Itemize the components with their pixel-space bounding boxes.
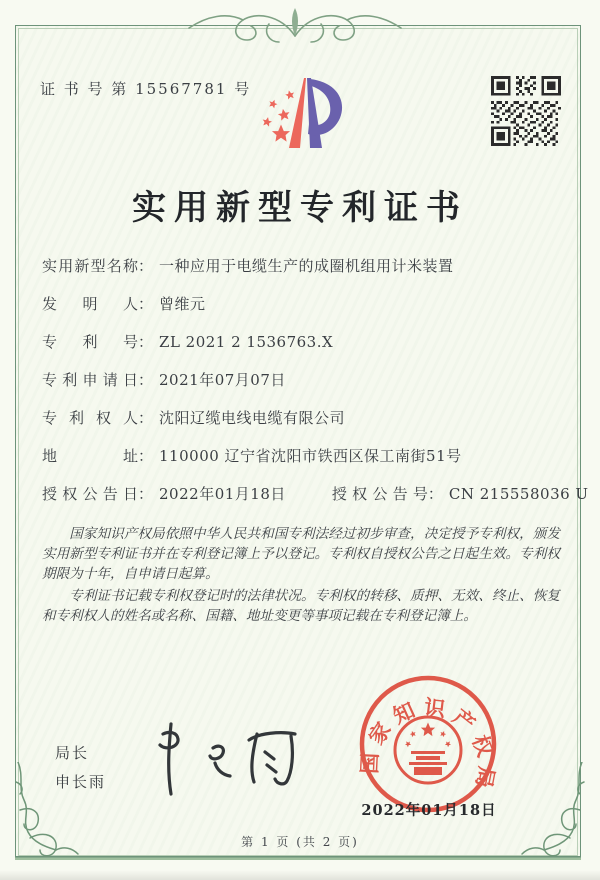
certificate-number: 证 书 号 第 15567781 号 xyxy=(40,80,252,98)
national-emblem-icon xyxy=(395,717,461,783)
field-colon: ： xyxy=(427,485,443,503)
field-row-inventor xyxy=(42,293,562,314)
field-colon: ： xyxy=(138,447,154,465)
field-row-patent-number xyxy=(42,331,562,352)
ornament-center-leaf xyxy=(292,8,298,36)
legal-paragraph-2: 专利证书记载专利权登记时的法律状况。专利权的转移、质押、无效、终止、恢复和专利权人的姓名或名称、国籍、地址变更等事项记载在专利登记簿上。 xyxy=(42,588,560,624)
field-colon: ： xyxy=(138,333,154,351)
field-colon: ： xyxy=(138,371,154,389)
grant-date-label: 授权公告日 xyxy=(42,485,138,503)
field-value: 一种应用于电缆生产的成圈机组用计米装置 xyxy=(159,257,454,275)
field-label: 发明人 xyxy=(42,295,138,313)
certificate-title: 实用新型专利证书 xyxy=(132,188,468,228)
grant-number-label: 授权公告号 xyxy=(331,485,428,503)
field-value: 2021年07月07日 xyxy=(159,371,286,389)
field-row-address xyxy=(42,445,562,466)
field-value: ZL 2021 2 1536763.X xyxy=(159,333,334,351)
field-row-utility-model-name xyxy=(42,255,562,276)
official-seal-icon xyxy=(352,668,504,820)
signer-title: 局长 xyxy=(55,744,90,762)
grant-number-value: CN 215558036 U xyxy=(448,485,589,503)
field-label: 专利号 xyxy=(42,333,138,351)
field-label: 专利申请日 xyxy=(42,371,138,389)
top-flourish-ornament-icon xyxy=(185,4,405,50)
field-row-filing-date xyxy=(42,369,562,390)
field-value: 曾维元 xyxy=(159,295,206,313)
field-colon: ： xyxy=(138,485,154,503)
seal-text: 国家知识产权局 xyxy=(356,694,500,790)
field-row-grant-announcement xyxy=(42,483,589,504)
legal-text-block xyxy=(42,524,560,628)
field-colon: ： xyxy=(138,409,154,427)
seal-date: 2022年01月18日 xyxy=(361,802,497,819)
field-colon: ： xyxy=(138,295,154,313)
svg-text:国家知识产权局 xyxy=(357,694,500,790)
qr-code-icon xyxy=(491,76,561,146)
cnipa-logo-icon xyxy=(250,72,350,170)
field-colon: ： xyxy=(138,257,154,275)
commissioner-signature-icon xyxy=(133,718,318,803)
field-label: 专利权人 xyxy=(42,409,138,427)
legal-paragraph-1: 国家知识产权局依照中华人民共和国专利法经过初步审查，决定授予专利权，颁发实用新型专利证书并在专利登记簿上予以登记。专利权自授权公告之日起生效。专利权期限为十年，自申请日起算。 xyxy=(42,526,560,582)
field-value: 110000 辽宁省沈阳市铁西区保工南街51号 xyxy=(159,447,462,465)
field-label: 实用新型名称 xyxy=(42,257,138,275)
signer-name: 申长雨 xyxy=(55,773,107,791)
field-label: 地址 xyxy=(42,447,138,465)
field-row-patentee xyxy=(42,407,562,428)
signer-block xyxy=(55,742,106,792)
field-value: 沈阳辽缆电线电缆有限公司 xyxy=(159,409,346,427)
page-number: 第 1 页 (共 2 页) xyxy=(241,835,359,849)
frame-bottom-line xyxy=(15,856,581,860)
grant-date-value: 2022年01月18日 xyxy=(159,485,286,503)
